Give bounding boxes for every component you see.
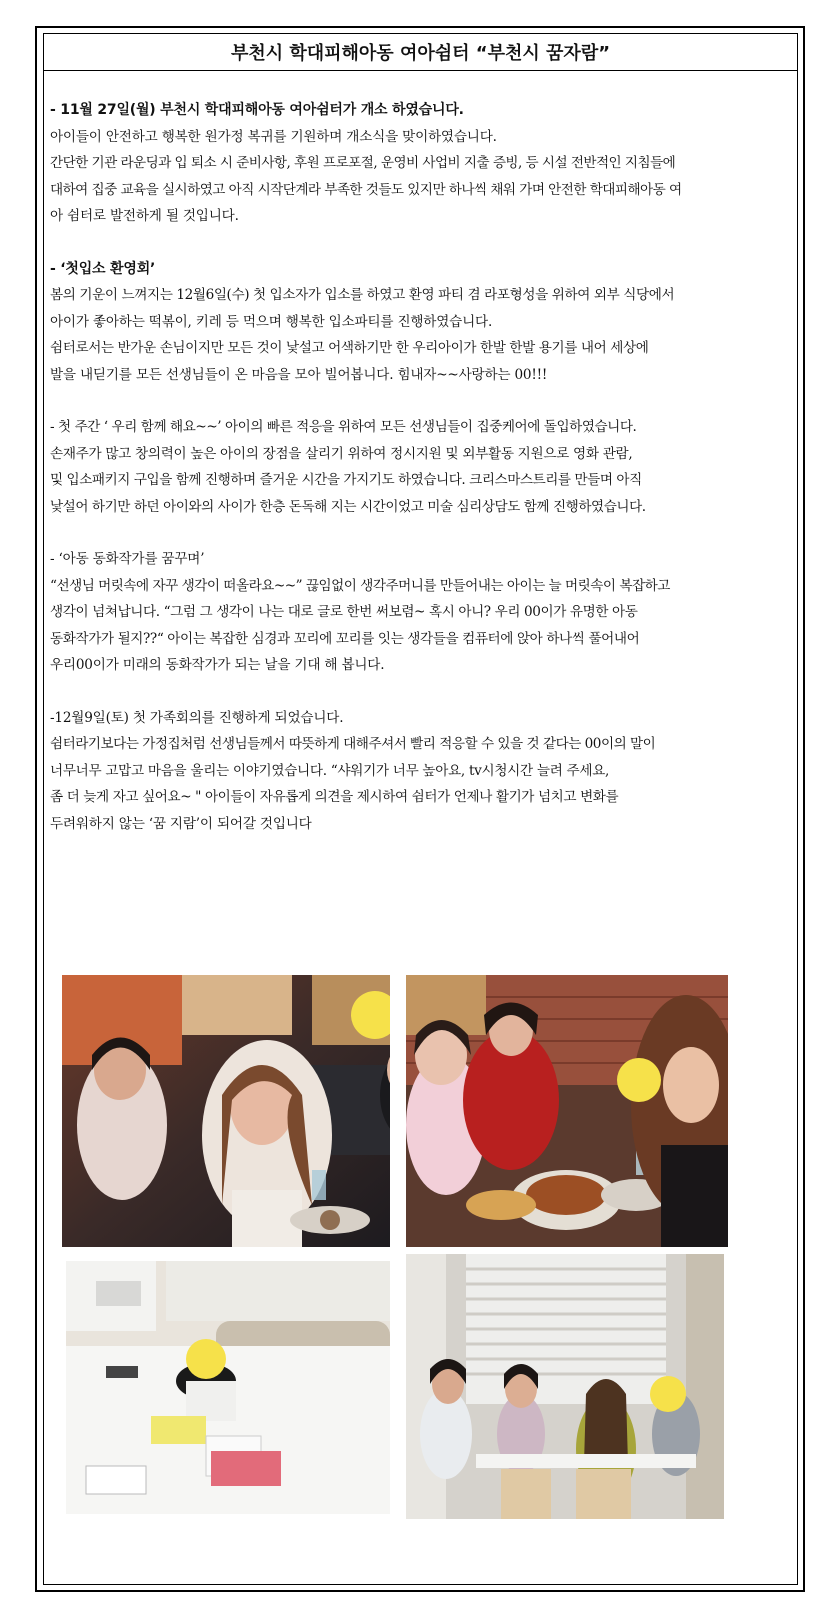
paragraph-line: 아이들이 안전하고 행복한 원가정 복귀를 기원하며 개소식을 맞이하였습니다.: [50, 128, 497, 145]
paragraph-line: 아이가 좋아하는 떡볶이, 키레 등 먹으며 행복한 입소파티를 진행하였습니다.: [50, 313, 493, 330]
paragraph-line: - 첫 주간 ‘ 우리 함께 해요~~’ 아이의 빠른 적응을 위하여 모든 선생님들이 집중케어에 돌입하였습니다.: [50, 419, 637, 435]
body-text: [50, 97, 790, 864]
paragraph-line: 낯설어 하기만 하던 아이와의 사이가 한층 돈독해 지는 시간이었고 미술 심리상담도 함께 진행하였습니다.: [50, 498, 646, 515]
paragraph-line: 간단한 기관 라운딩과 입 퇴소 시 준비사항, 후원 프로포절, 운영비 사업비 지출 증빙, 등 시설 전반적인 지침들에: [50, 155, 676, 171]
photo-restaurant-selfie-2: [406, 975, 728, 1247]
section-welcome-party: [50, 256, 790, 389]
paragraph-line: “선생님 머릿속에 자꾸 생각이 떠올라요~~” 끊임없이 생각주머니를 만들어내는 아이는 늘 머릿속이 복잡하고: [50, 577, 670, 594]
paragraph-line: 좀 더 늦게 자고 싶어요~ " 아이들이 자유롭게 의견을 제시하여 쉼터가 언제나 활기가 넘치고 변화를: [50, 789, 619, 805]
paragraph-line: 손재주가 많고 창의력이 높은 아이의 장점을 살리기 위하여 정시지원 및 외부활동 지원으로 영화 관람,: [50, 445, 633, 462]
paragraph-line: 너무너무 고맙고 마음을 울리는 이야기였습니다. “샤워기가 너무 높아요, tv시청시간 늘려 주세요,: [50, 762, 610, 779]
paragraph-line: 아 쉼터로 발전하게 될 것입니다.: [50, 208, 239, 224]
paragraph-line: 발을 내딛기를 모든 선생님들이 온 마음을 모아 빌어봅니다. 힘내자~~사랑하는 00!!!: [50, 366, 548, 383]
paragraph-line: -12월9일(토) 첫 가족회의를 진행하게 되었습니다.: [50, 709, 344, 726]
section-family-meeting: [50, 705, 790, 838]
paragraph-line: 쉼터로서는 반가운 손님이지만 모든 것이 낯설고 어색하기만 한 우리아이가 한발 한발 용기를 내어 세상에: [50, 340, 649, 356]
section-heading: - 11월 27일(월) 부천시 학대피해아동 여아쉼터가 개소 하였습니다.: [50, 102, 464, 118]
section-heading: - ‘첫입소 환영회’: [50, 260, 156, 277]
paragraph-line: 동화작가가 될지??“ 아이는 복잡한 심경과 꼬리에 꼬리를 잇는 생각들을 컴퓨터에 앉아 하나씩 풀어내어: [50, 630, 640, 647]
section-opening: [50, 97, 790, 230]
photo-child-drawing-table: [66, 1261, 390, 1514]
paragraph-line: - ‘아동 동화작가를 꿈꾸며’: [50, 551, 205, 567]
photo-restaurant-selfie-1: [62, 975, 390, 1247]
paragraph-line: 및 입소패키지 구입을 함께 진행하며 즐거운 시간을 가지기도 하였습니다. 크리스마스트리를 만들며 아직: [50, 472, 642, 488]
section-first-week: [50, 414, 790, 520]
paragraph-line: 대하여 집중 교육을 실시하였고 아직 시작단계라 부족한 것들도 있지만 하나씩 채워 가며 안전한 학대피해아동 여: [50, 181, 682, 198]
paragraph-line: 생각이 넘쳐납니다. “그럼 그 생각이 나는 대로 글로 한번 써보렴~ 혹시 아니? 우리 00이가 유명한 아동: [50, 604, 638, 620]
paragraph-line: 우리00이가 미래의 동화작가가 되는 날을 기대 해 봅니다.: [50, 657, 385, 673]
paragraph-line: 봄의 기운이 느껴지는 12월6일(수) 첫 입소자가 입소를 하였고 환영 파티 겸 라포형성을 위하여 외부 식당에서: [50, 287, 675, 303]
page-title: 부천시 학대피해아동 여아쉼터 “부천시 꿈자람”: [44, 34, 797, 71]
paragraph-line: 두려워하지 않는 ‘꿈 지람’이 되어갈 것입니다: [50, 815, 312, 832]
section-dream-writer: [50, 546, 790, 679]
photo-family-meeting: [406, 1254, 724, 1519]
paragraph-line: 쉼터라기보다는 가정집처럼 선생님들께서 따뜻하게 대해주셔서 빨리 적응할 수 있을 것 같다는 00이의 말이: [50, 736, 656, 752]
